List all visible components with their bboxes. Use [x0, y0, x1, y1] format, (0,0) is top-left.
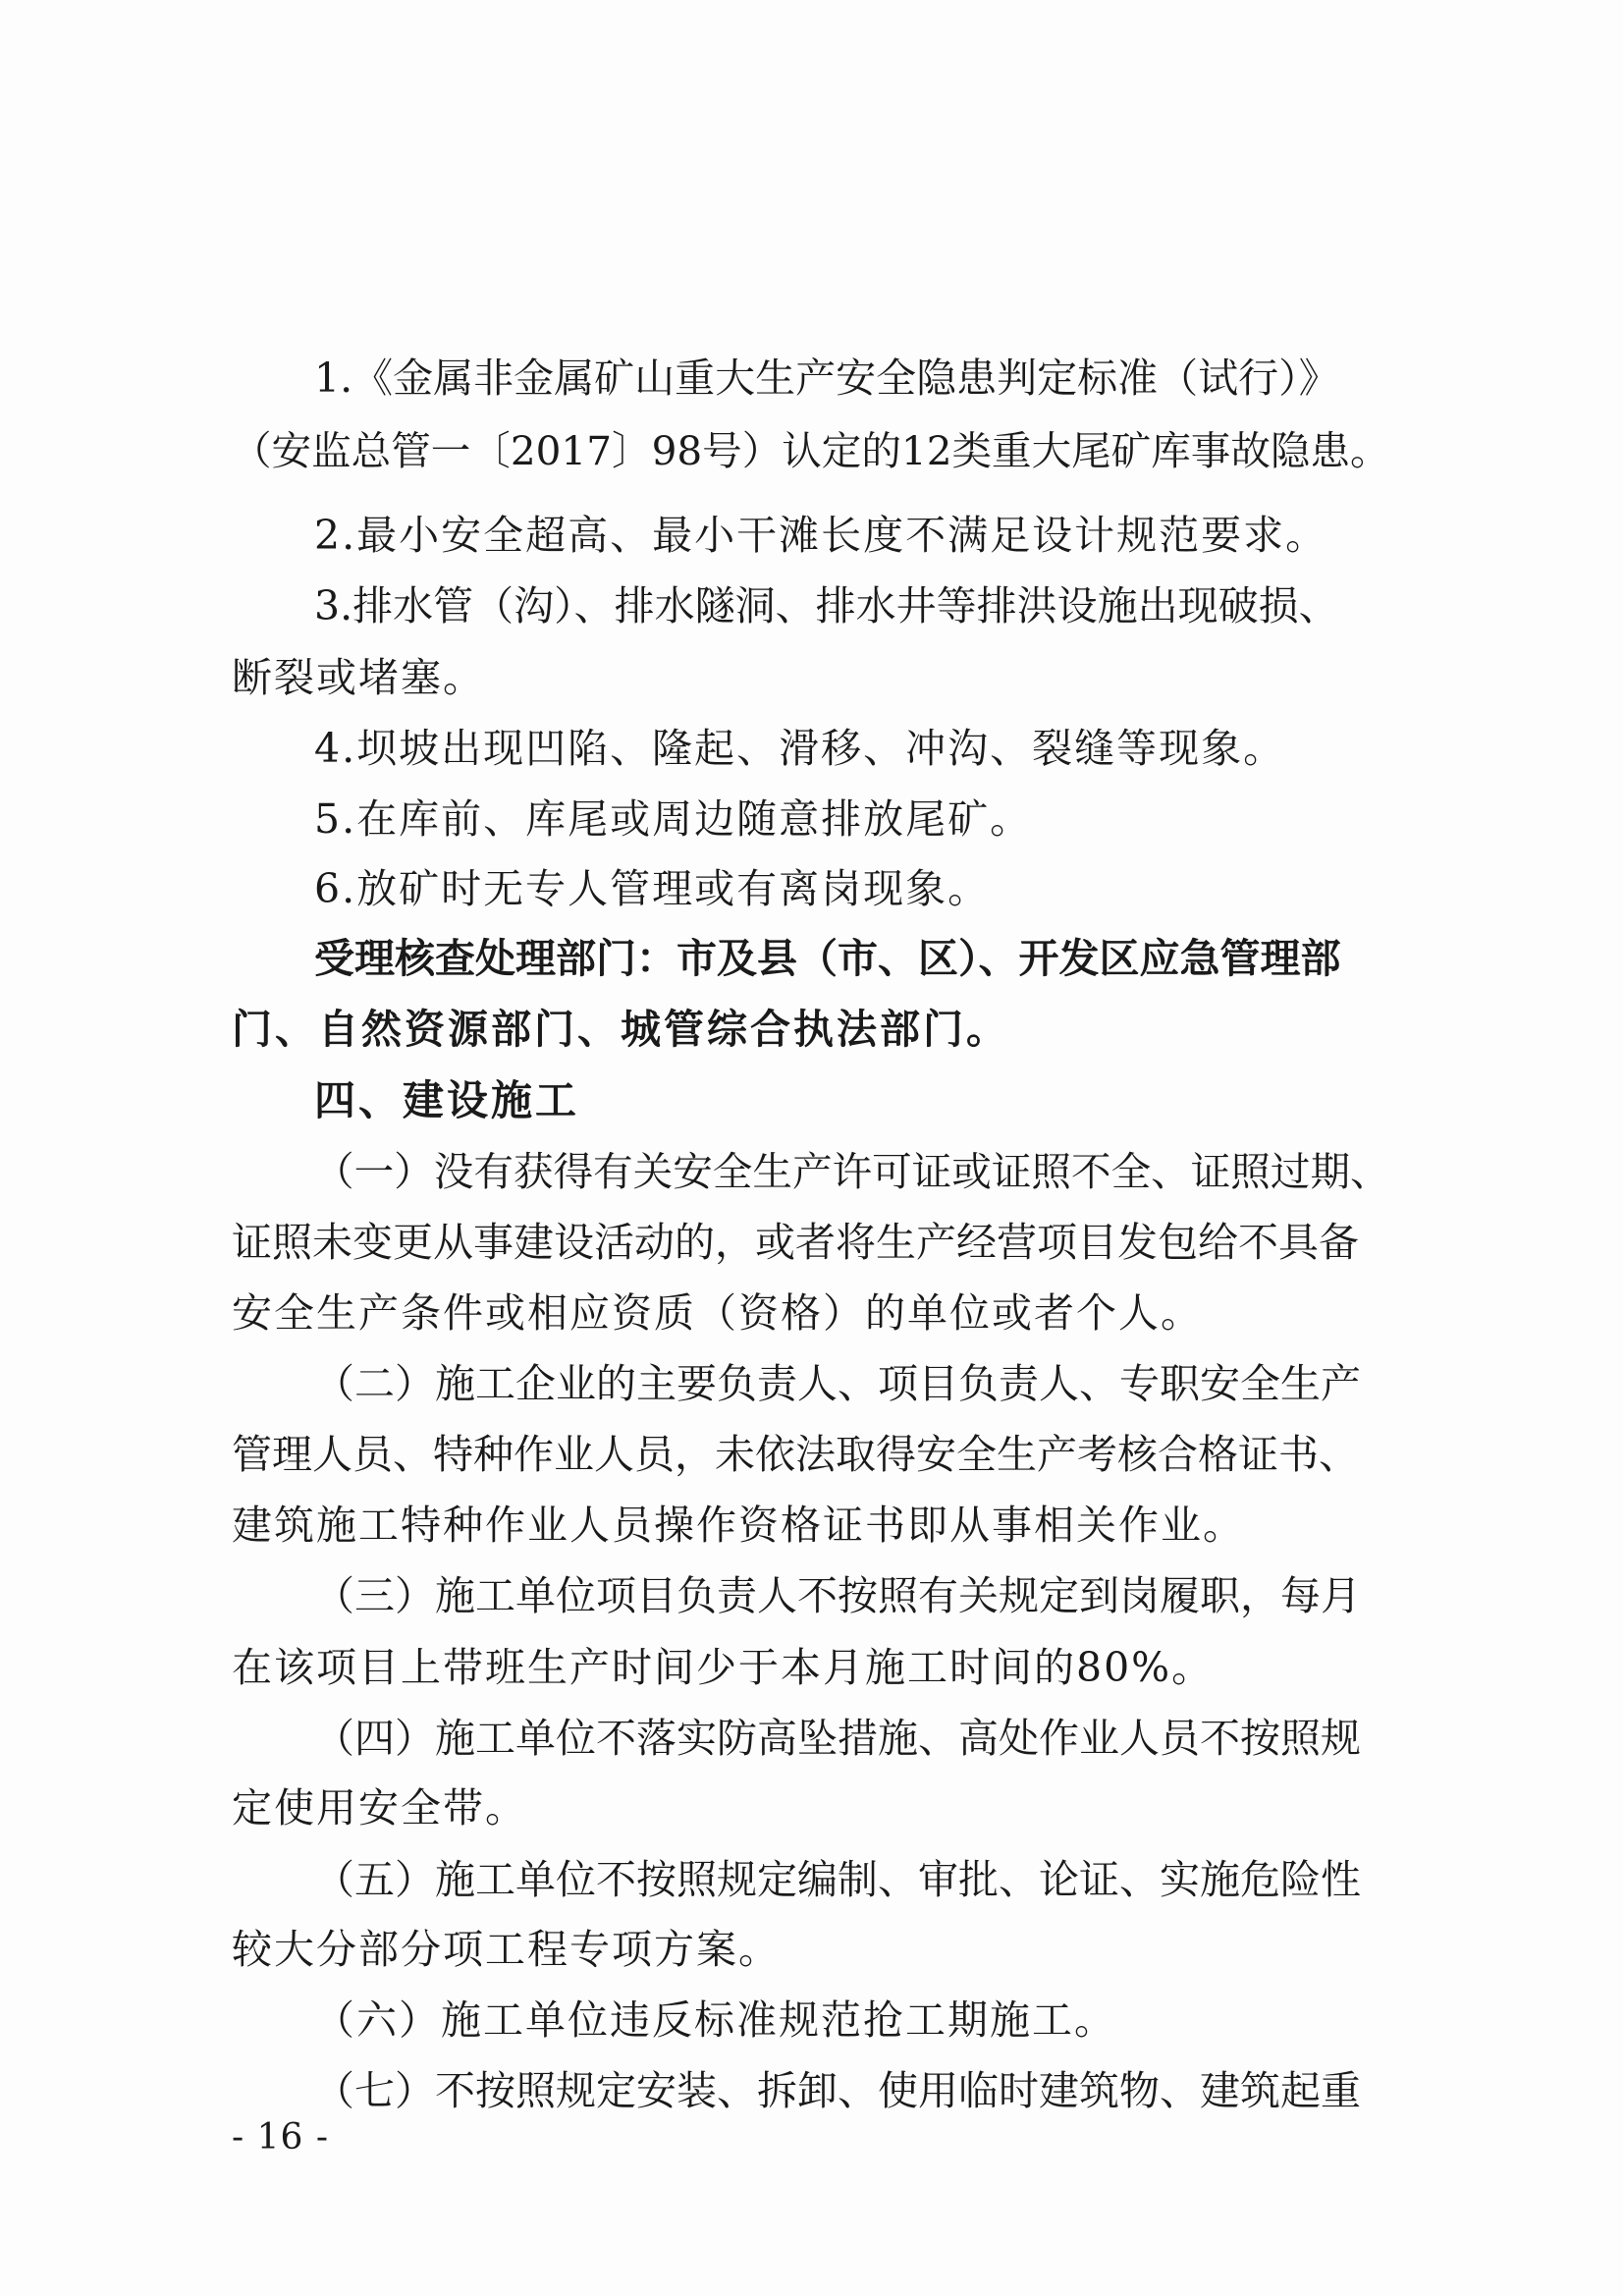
text-line: 5.在库前、库尾或周边随意排放尾矿。 — [314, 795, 1033, 843]
text-line: （三）施工单位项目负责人不按照有关规定到岗履职，每月 — [314, 1572, 1361, 1619]
text-line: （六）施工单位违反标准规范抢工期施工。 — [314, 1996, 1116, 2044]
text-line: （四）施工单位不落实防高坠措施、高处作业人员不按照规 — [314, 1715, 1361, 1762]
text-line: 门、自然资源部门、城管综合执法部门。 — [232, 1006, 1009, 1053]
text-line: 建筑施工特种作业人员操作资格证书即从事相关作业。 — [232, 1502, 1245, 1549]
text-line: 4.坝坡出现凹陷、隆起、滑移、冲沟、裂缝等现象。 — [314, 725, 1286, 772]
text-line: 受理核查处理部门：市及县（市、区）、开发区应急管理部 — [314, 935, 1341, 982]
section-heading: 四、建设施工 — [314, 1076, 580, 1124]
text-line: 管理人员、特种作业人员，未依法取得安全生产考核合格证书、 — [232, 1431, 1359, 1478]
text-line: （七）不按照规定安装、拆卸、使用临时建筑物、建筑起重 — [314, 2067, 1361, 2114]
text-line: 断裂或堵塞。 — [232, 654, 485, 701]
text-line: 在该项目上带班生产时间少于本月施工时间的80%。 — [232, 1644, 1215, 1691]
text-line: 3.排水管（沟）、排水隧洞、排水井等排洪设施出现破损、 — [314, 582, 1339, 629]
text-line: （五）施工单位不按照规定编制、审批、论证、实施危险性 — [314, 1856, 1361, 1903]
text-line: 1.《金属非金属矿山重大生产安全隐患判定标准（试行）》 — [314, 355, 1339, 402]
text-line: （安监总管一〔2017〕98号）认定的12类重大尾矿库事故隐患。 — [232, 427, 1390, 474]
text-line: （一）没有获得有关安全生产许可证或证照不全、证照过期、 — [314, 1148, 1390, 1195]
text-line: 定使用安全带。 — [232, 1784, 527, 1831]
text-line: 较大分部分项工程专项方案。 — [232, 1926, 781, 1973]
text-line: 6.放矿时无专人管理或有离岗现象。 — [314, 865, 991, 912]
text-line: 安全生产条件或相应资质（资格）的单位或者个人。 — [232, 1289, 1203, 1337]
page-number: - 16 - — [232, 2117, 330, 2158]
text-line: 证照未变更从事建设活动的，或者将生产经营项目发包给不具备 — [232, 1219, 1359, 1266]
text-line: （二）施工企业的主要负责人、项目负责人、专职安全生产 — [314, 1360, 1361, 1407]
text-line: 2.最小安全超高、最小干滩长度不满足设计规范要求。 — [314, 512, 1328, 559]
